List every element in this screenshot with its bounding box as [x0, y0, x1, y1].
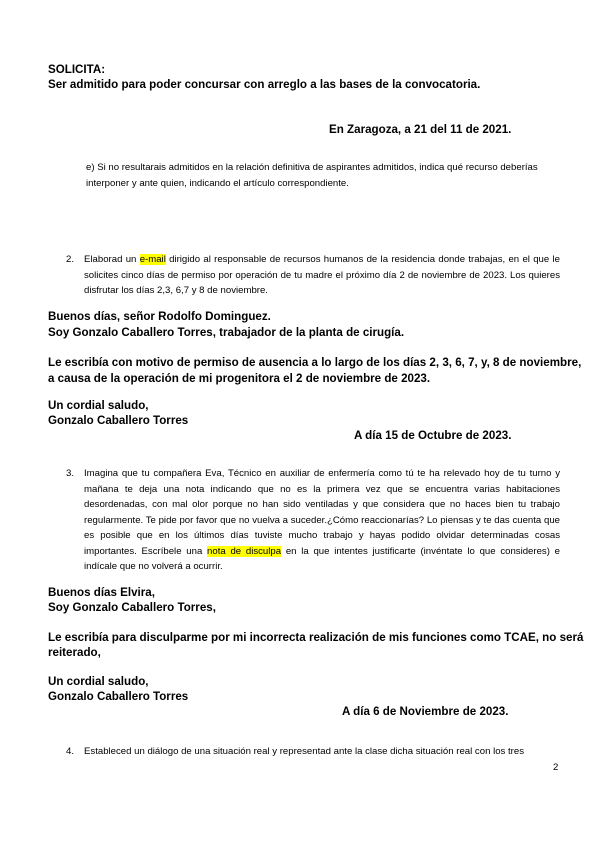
email-greeting: Buenos días, señor Rodolfo Dominguez.	[48, 310, 271, 323]
note-body-line1: Le escribía para disculparme por mi incorrecta realización de mis funciones como TCAE, no será	[48, 631, 584, 644]
question-2-text-post: dirigido al responsable de recursos humanos de la residencia donde trabajas, en el que le solicites cinco días de permiso por operación de tu madre el próximo día 2 de noviembre de 2023. Los quieres disfrutar los días 2,3, 6,7 y 8 de noviembre.	[84, 254, 561, 296]
email-date: A día 15 de Octubre de 2023.	[354, 429, 512, 442]
question-3-text-post: en la que intentes justificarte (invéntate lo que consideres) e indícale que no volverá a ocurrir.	[84, 545, 560, 572]
question-4-number: 4.	[66, 746, 75, 757]
note-greeting: Buenos días Elvira,	[48, 586, 155, 599]
question-3-number: 3.	[66, 468, 75, 479]
note-signature: Gonzalo Caballero Torres	[48, 690, 189, 703]
email-body-line2: a causa de la operación de mi progenitora el 2 de noviembre de 2023.	[48, 372, 431, 385]
question-2-highlight: e-mail	[139, 254, 166, 265]
note-intro: Soy Gonzalo Caballero Torres,	[48, 601, 216, 614]
note-date: A día 6 de Noviembre de 2023.	[342, 705, 509, 718]
solicita-label: SOLICITA:	[48, 63, 106, 76]
solicita-place-date: En Zaragoza, a 21 del 11 de 2021.	[329, 123, 512, 136]
question-3	[66, 466, 560, 575]
solicita-text: Ser admitido para poder concursar con arreglo a las bases de la convocatoria.	[48, 78, 481, 91]
email-signature: Gonzalo Caballero Torres	[48, 414, 189, 427]
note-closing: Un cordial saludo,	[48, 675, 149, 688]
question-2-text-pre: Elaborad un	[84, 254, 140, 265]
question-3-text-pre: Imagina que tu compañera Eva, Técnico en auxiliar de enfermería como tú te ha relevado hoy de tu turno y mañana te deja una nota indicando que no es la primera vez que se encuentra varias habitaciones desordenadas, con mal olor porque no han sido ventiladas y que considera que no haces bien tu trabajo regularmente. Te pide por favor que no vuelva a suceder.¿Cómo reaccionarías? Lo piensas y te das cuenta que es posible que en los últimos días tuviste mucho trabajo y hayas podido olvidar determinadas cosas importantes. Escríbele una	[84, 468, 560, 557]
question-3-highlight: nota de disculpa	[207, 545, 282, 557]
question-2	[66, 252, 561, 299]
page-number: 2	[553, 762, 559, 773]
question-4-text: Estableced un diálogo de una situación real y representad ante la clase dicha situación real con los tres	[84, 746, 524, 757]
email-body-line1: Le escribía con motivo de permiso de ausencia a lo largo de los días 2, 3, 6, 7, y, 8 de noviembre,	[48, 356, 582, 369]
item-e-line2: interponer y ante quien, indicando el artículo correspondiente.	[86, 177, 349, 189]
note-body-line2: reiterado,	[48, 646, 101, 659]
email-closing: Un cordial saludo,	[48, 399, 149, 412]
question-4	[66, 744, 560, 760]
email-intro: Soy Gonzalo Caballero Torres, trabajador de la planta de cirugía.	[48, 326, 405, 339]
item-e-line1: e) Si no resultarais admitidos en la relación definitiva de aspirantes admitidos, indica qué recurso deberías	[86, 162, 538, 173]
item-e	[86, 160, 538, 191]
question-2-number: 2.	[66, 254, 75, 265]
